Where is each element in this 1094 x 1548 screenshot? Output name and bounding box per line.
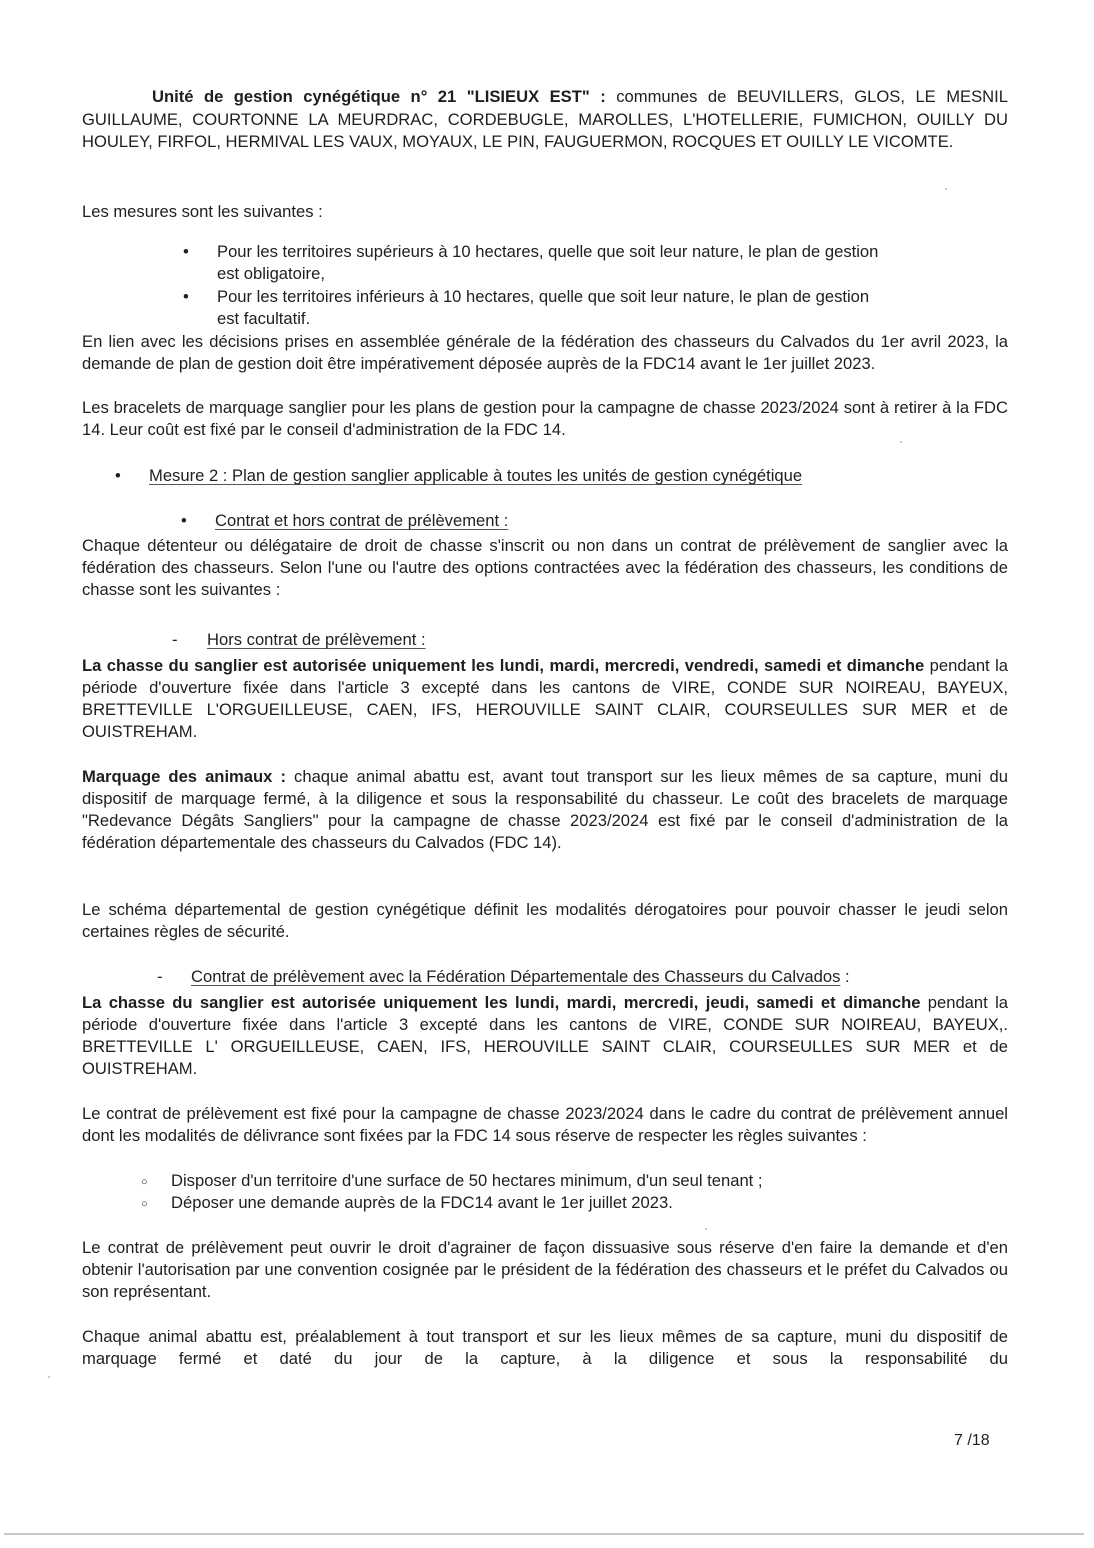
bullet-icon: • (181, 511, 187, 530)
marquage-text: chaque animal abattu est, avant tout transport sur les lieux mêmes de sa capture, muni du dispositif de marquage fermé, à la diligence et sous la responsabilité du chasseur. Le coût des bracelets de marquage "Redevance Dégâts Sangliers" pour la campagne de chasse 2023/2024 est fixé par le conseil d'administration de la fédération départementale des chasseurs du Calvados (FDC 14). (82, 767, 1008, 852)
marquage-label: Marquage des animaux : (82, 767, 286, 786)
dash-icon: - (157, 967, 163, 986)
measures-intro: Les mesures sont les suivantes : (82, 202, 323, 221)
contrat-heading: Contrat et hors contrat de prélèvement : (215, 511, 509, 530)
measure-bullet-line1: Pour les territoires inférieurs à 10 hectares, quelle que soit leur nature, le plan de gestion (217, 287, 870, 306)
unit-communes: communes de BEUVILLERS, GLOS, LE MESNIL GUILLAUME, COURTONNE LA MEURDRAC, CORDEBUGLE, MAROLLES, L'HOTELLERIE, FUMICHON, OUILLY DU HOULEY, FIRFOL, HERMIVAL LES VAUX, MOYAUX, LE PIN, FAUGUERMON, ROCQUES ET OUILLY LE VICOMTE. (82, 87, 1008, 151)
circle-bullet-icon: ○ (141, 1176, 148, 1188)
bullet-icon: • (183, 242, 189, 261)
contrat-fdc-days: La chasse du sanglier est autorisée uniquement les lundi, mardi, mercredi, jeudi, samedi et dimanche (82, 993, 921, 1012)
scan-speck (900, 441, 902, 443)
hors-contrat-text: pendant la période d'ouverture fixée dans l'article 3 excepté dans les cantons de VIRE, CONDE SUR NOIREAU, BAYEUX, BRETTEVILLE L'ORGUEILLEUSE, CAEN, IFS, HEROUVILLE SAINT CLAIR, COURSEULLES SUR MER et de OUISTREHAM. (82, 656, 1008, 741)
bullet-icon: • (183, 287, 189, 306)
contrat-intro-paragraph: Chaque détenteur ou délégataire de droit de chasse s'inscrit ou non dans un contrat de prélèvement de sanglier avec la fédération des chasseurs. Selon l'une ou l'autre des options contractées avec la fédération des chasseurs, les conditions de chasse sont les suivantes : (82, 536, 1008, 599)
rule-text: Déposer une demande auprès de la FDC14 avant le 1er juillet 2023. (171, 1193, 673, 1212)
page-number: 7 /18 (954, 1432, 990, 1449)
bracelets-paragraph: Les bracelets de marquage sanglier pour les plans de gestion pour la campagne de chasse 2023/2024 sont à retirer à la FDC 14. Leur coût est fixé par le conseil d'administration de la FDC 14. (82, 398, 1008, 439)
hors-contrat-heading: Hors contrat de prélèvement : (207, 630, 426, 649)
mesure2-heading: Mesure 2 : Plan de gestion sanglier applicable à toutes les unités de gestion cynégétique (149, 466, 803, 485)
measure-bullet-line2: est obligatoire, (217, 264, 325, 283)
assembly-paragraph: En lien avec les décisions prises en assemblée générale de la fédération des chasseurs du Calvados du 1er avril 2023, la demande de plan de gestion doit être impérativement déposée auprès de la FDC14 avant le 1er juillet 2023. (82, 332, 1008, 373)
scan-speck (945, 188, 947, 190)
dash-icon: - (172, 630, 178, 649)
schema-paragraph: Le schéma départemental de gestion cynégétique définit les modalités dérogatoires pour pouvoir chasser le jeudi selon certaines règles de sécurité. (82, 900, 1008, 941)
scan-speck (48, 1376, 50, 1378)
circle-bullet-icon: ○ (141, 1198, 148, 1210)
scan-edge-line (4, 1533, 1084, 1535)
measure-bullet-line1: Pour les territoires supérieurs à 10 hectares, quelle que soit leur nature, le plan de gestion (217, 242, 879, 261)
measure-bullet-line2: est facultatif. (217, 309, 311, 328)
contrat-fdc-heading: Contrat de prélèvement avec la Fédération Départementale des Chasseurs du Calvados (191, 967, 841, 986)
contrat-fdc-text: pendant la période d'ouverture fixée dans l'article 3 excepté dans les cantons de VIRE, CONDE SUR NOIREAU, BAYEUX,. BRETTEVILLE L' ORGUEILLEUSE, CAEN, IFS, HEROUVILLE SAINT CLAIR, COURSEULLES SUR MER et de OUISTREHAM. (82, 993, 1008, 1078)
agrainer-paragraph: Le contrat de prélèvement peut ouvrir le droit d'agrainer de façon dissuasive sous réserve d'en faire la demande et d'en obtenir l'autorisation par une convention cosignée par le président de la fédération des chasseurs et le préfet du Calvados ou son représentant. (82, 1238, 1008, 1301)
hors-contrat-paragraph (82, 655, 1008, 743)
scan-speck (705, 1228, 707, 1230)
unit-heading: Unité de gestion cynégétique n° 21 "LISIEUX EST" : (152, 87, 606, 106)
contrat-fdc-heading-wrap (191, 966, 850, 988)
rule-text: Disposer d'un territoire d'une surface de 50 hectares minimum, d'un seul tenant ; (171, 1171, 763, 1190)
hors-contrat-days: La chasse du sanglier est autorisée uniquement les lundi, mardi, mercredi, vendredi, samedi et dimanche (82, 656, 925, 675)
contrat-fdc-colon: : (840, 967, 850, 986)
contrat-fdc-paragraph (82, 992, 1008, 1080)
animal-paragraph: Chaque animal abattu est, préalablement à tout transport et sur les lieux mêmes de sa capture, muni du dispositif de marquage fermé et daté du jour de la capture, à la diligence et sous la responsabilité du (82, 1327, 1008, 1368)
marquage-paragraph (82, 766, 1008, 854)
unit-paragraph (82, 86, 1008, 154)
contrat-fixe-paragraph: Le contrat de prélèvement est fixé pour la campagne de chasse 2023/2024 dans le cadre du contrat de prélèvement annuel dont les modalités de délivrance sont fixées par la FDC 14 sous réserve de respecter les règles suivantes : (82, 1104, 1008, 1145)
bullet-icon: • (115, 466, 121, 485)
